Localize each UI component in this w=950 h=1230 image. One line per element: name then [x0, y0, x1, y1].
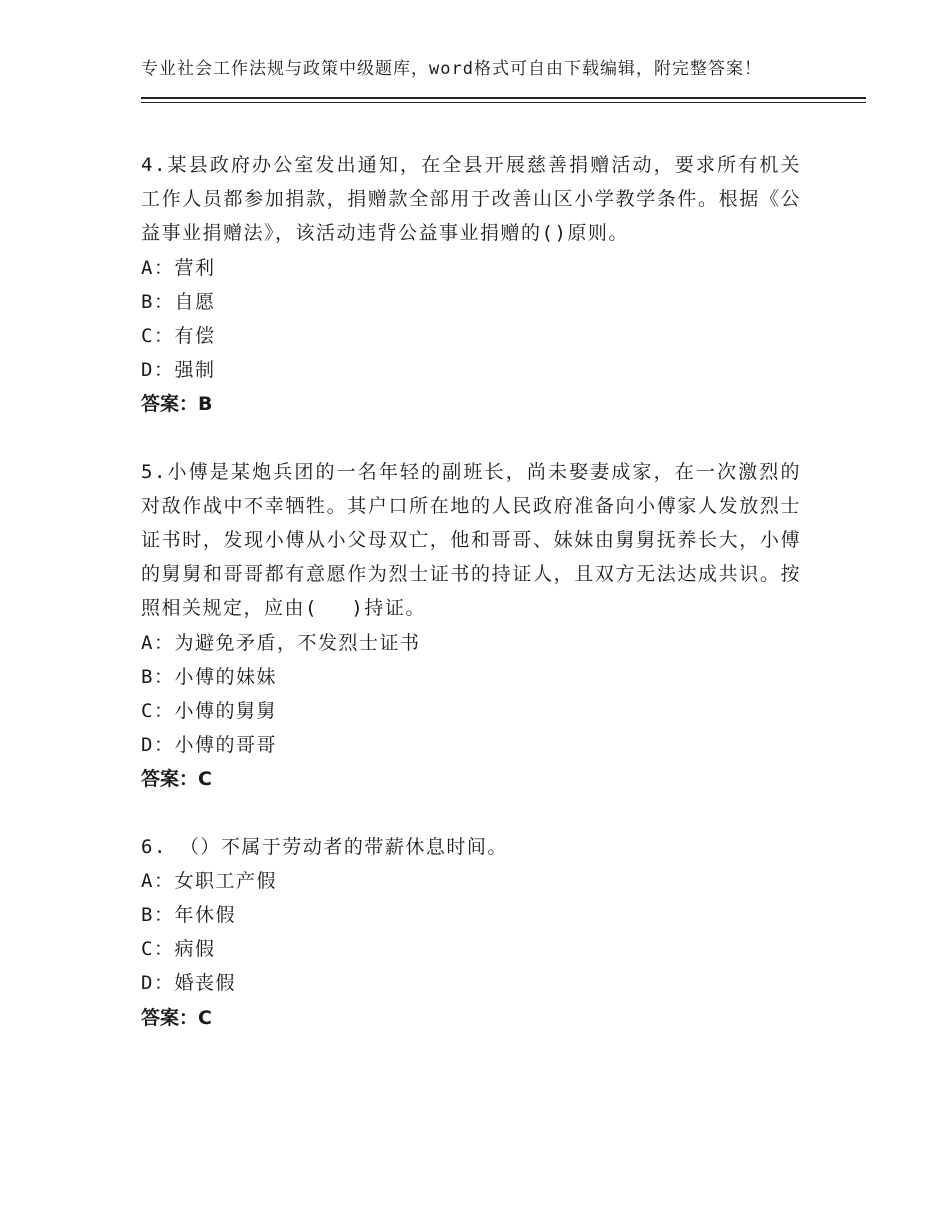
question-text: 4.某县政府办公室发出通知，在全县开展慈善捐赠活动，要求所有机关工作人员都参加捐款，捐赠款全部用于改善山区小学教学条件。根据《公益事业捐赠法》，该活动违背公益事业捐赠的()原则。 — [141, 154, 801, 245]
question-6 — [141, 830, 801, 1035]
answer-line: 答案：B — [141, 393, 213, 416]
option-b: B：自愿 — [141, 290, 216, 313]
question-text: 6. （）不属于劳动者的带薪休息时间。 — [141, 835, 508, 858]
option-d: D：婚丧假 — [141, 972, 236, 995]
answer-line: 答案：C — [141, 768, 212, 791]
option-d: D：强制 — [141, 359, 216, 382]
option-c: C：小傅的舅舅 — [141, 700, 277, 723]
question-list — [141, 148, 801, 1068]
option-c: C：有偿 — [141, 325, 216, 348]
option-a: A：为避免矛盾，不发烈士证书 — [141, 631, 421, 654]
question-4 — [141, 148, 801, 422]
page-header: 专业社会工作法规与政策中级题库，word格式可自由下载编辑，附完整答案！ — [141, 59, 762, 79]
option-d: D：小傅的哥哥 — [141, 734, 277, 757]
option-b: B：年休假 — [141, 904, 236, 927]
option-a: A：女职工产假 — [141, 869, 277, 892]
question-text: 5.小傅是某炮兵团的一名年轻的副班长，尚未娶妻成家，在一次激烈的对敌作战中不幸牺牲。其户口所在地的人民政府准备向小傅家人发放烈士证书时，发现小傅从小父母双亡，他和哥哥、妹妹由舅舅抚养长大，小傅的舅舅和哥哥都有意愿作为烈士证书的持证人，且双方无法达成共识。按照相关规定，应由( )持证。 — [141, 460, 801, 620]
header-divider — [141, 97, 866, 103]
answer-line: 答案：C — [141, 1006, 212, 1029]
question-5 — [141, 455, 801, 797]
option-c: C：病假 — [141, 938, 216, 961]
option-b: B：小傅的妹妹 — [141, 665, 277, 688]
option-a: A：营利 — [141, 256, 216, 279]
